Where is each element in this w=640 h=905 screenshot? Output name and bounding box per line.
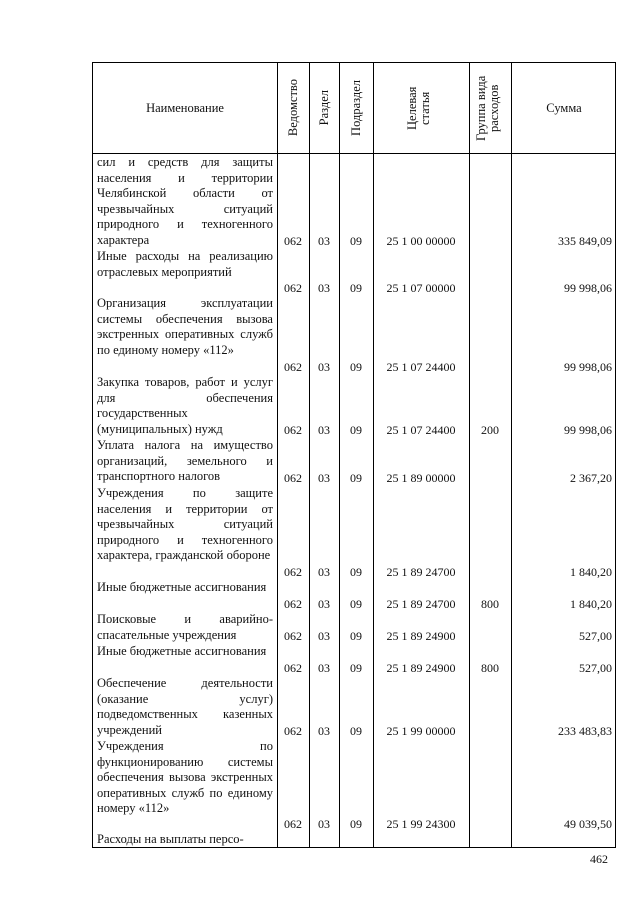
header-divider bbox=[93, 153, 615, 154]
header-razdel-label: Раздел bbox=[316, 90, 331, 126]
row-razdel: 03 bbox=[318, 816, 330, 831]
row-summa: 527,00 bbox=[579, 660, 612, 675]
row-vedomstvo: 062 bbox=[284, 422, 302, 437]
page-number: 462 bbox=[590, 852, 608, 866]
header-vedomstvo bbox=[277, 63, 309, 153]
table-row bbox=[93, 486, 617, 580]
row-celevaya: 25 1 89 24700 bbox=[386, 596, 456, 611]
row-vedomstvo: 062 bbox=[284, 280, 302, 295]
header-name: Наименование bbox=[146, 100, 224, 115]
row-vedomstvo: 062 bbox=[284, 564, 302, 579]
row-vedomstvo: 062 bbox=[284, 470, 302, 485]
header-vedomstvo-label: Ведомство bbox=[285, 79, 300, 137]
row-podrazdel: 09 bbox=[350, 470, 362, 485]
row-summa: 527,00 bbox=[579, 628, 612, 643]
row-razdel: 03 bbox=[318, 596, 330, 611]
row-vedomstvo: 062 bbox=[284, 660, 302, 675]
row-podrazdel: 09 bbox=[350, 564, 362, 579]
row-summa: 233 483,83 bbox=[558, 723, 612, 738]
row-celevaya: 25 1 00 00000 bbox=[386, 233, 456, 248]
row-podrazdel: 09 bbox=[350, 628, 362, 643]
row-name: Учреждения по защите населения и территории от чрезвычайных ситуаций природного и техногенного характера, гражданской обороне bbox=[97, 486, 273, 562]
row-razdel: 03 bbox=[318, 723, 330, 738]
row-name: Расходы на выплаты персо- bbox=[97, 832, 244, 846]
row-vedomstvo: 062 bbox=[284, 628, 302, 643]
header-razdel bbox=[309, 63, 339, 153]
row-name: сил и средств для защиты населения и территории Челябинской области от чрезвычайных ситуаций природного и техногенного характера bbox=[97, 155, 273, 247]
row-celevaya: 25 1 89 24900 bbox=[386, 628, 456, 643]
row-razdel: 03 bbox=[318, 660, 330, 675]
row-podrazdel: 09 bbox=[350, 660, 362, 675]
budget-table bbox=[92, 62, 616, 848]
table-row bbox=[93, 155, 617, 249]
header-podrazdel-label: Подраздел bbox=[348, 80, 363, 136]
row-podrazdel: 09 bbox=[350, 723, 362, 738]
row-name: Иные бюджетные ассигнования bbox=[97, 644, 267, 658]
row-celevaya: 25 1 07 24400 bbox=[386, 422, 456, 437]
row-razdel: 03 bbox=[318, 564, 330, 579]
header-summa: Сумма bbox=[546, 100, 582, 115]
row-celevaya: 25 1 99 24300 bbox=[386, 816, 456, 831]
table-row bbox=[93, 644, 617, 676]
table-row bbox=[93, 676, 617, 739]
row-name: Учреждения по функционированию системы обеспечения вызова экстренных оперативных служб по единому номеру «112» bbox=[97, 739, 273, 815]
table-row bbox=[93, 832, 617, 848]
row-summa: 1 840,20 bbox=[570, 596, 612, 611]
row-name: Иные бюджетные ассигнования bbox=[97, 580, 267, 594]
table-row bbox=[93, 296, 617, 375]
row-podrazdel: 09 bbox=[350, 816, 362, 831]
row-celevaya: 25 1 07 24400 bbox=[386, 359, 456, 374]
row-razdel: 03 bbox=[318, 280, 330, 295]
row-podrazdel: 09 bbox=[350, 233, 362, 248]
row-vedomstvo: 062 bbox=[284, 723, 302, 738]
row-podrazdel: 09 bbox=[350, 422, 362, 437]
row-summa: 1 840,20 bbox=[570, 564, 612, 579]
row-razdel: 03 bbox=[318, 628, 330, 643]
header-celevaya bbox=[373, 63, 469, 153]
row-name: Иные расходы на реализацию отраслевых мероприятий bbox=[97, 249, 273, 279]
row-name: Закупка товаров, работ и услуг для обеспечения государственных (муниципальных) нужд bbox=[97, 375, 273, 436]
table-row bbox=[93, 739, 617, 832]
row-podrazdel: 09 bbox=[350, 280, 362, 295]
row-name: Организация эксплуатации системы обеспечения вызова экстренных оперативных служб по единому номеру «112» bbox=[97, 296, 273, 357]
row-celevaya: 25 1 89 24700 bbox=[386, 564, 456, 579]
header-podrazdel bbox=[339, 63, 373, 153]
row-gruppa: 200 bbox=[481, 422, 499, 437]
row-summa: 2 367,20 bbox=[570, 470, 612, 485]
row-name: Поисковые и аварийно-спасательные учреждения bbox=[97, 612, 273, 642]
header-gruppa bbox=[469, 63, 511, 153]
row-razdel: 03 bbox=[318, 470, 330, 485]
row-summa: 99 998,06 bbox=[564, 422, 612, 437]
row-gruppa: 800 bbox=[481, 660, 499, 675]
row-vedomstvo: 062 bbox=[284, 233, 302, 248]
row-summa: 99 998,06 bbox=[564, 280, 612, 295]
header-celevaya-label: Целевая статья bbox=[405, 86, 432, 130]
row-celevaya: 25 1 07 00000 bbox=[386, 280, 456, 295]
row-summa: 99 998,06 bbox=[564, 359, 612, 374]
row-podrazdel: 09 bbox=[350, 359, 362, 374]
row-vedomstvo: 062 bbox=[284, 359, 302, 374]
row-podrazdel: 09 bbox=[350, 596, 362, 611]
table-row bbox=[93, 438, 617, 486]
row-vedomstvo: 062 bbox=[284, 596, 302, 611]
row-razdel: 03 bbox=[318, 422, 330, 437]
row-name: Обеспечение деятельности (оказание услуг) подведомственных казенных учреждений bbox=[97, 676, 273, 737]
row-vedomstvo: 062 bbox=[284, 816, 302, 831]
table-row bbox=[93, 375, 617, 438]
row-celevaya: 25 1 89 24900 bbox=[386, 660, 456, 675]
row-name: Уплата налога на имущество организаций, земельного и транспортного налогов bbox=[97, 438, 273, 483]
row-razdel: 03 bbox=[318, 359, 330, 374]
row-summa: 335 849,09 bbox=[558, 233, 612, 248]
table-row bbox=[93, 580, 617, 612]
row-summa: 49 039,50 bbox=[564, 816, 612, 831]
row-celevaya: 25 1 99 00000 bbox=[386, 723, 456, 738]
table-row bbox=[93, 249, 617, 296]
row-razdel: 03 bbox=[318, 233, 330, 248]
row-celevaya: 25 1 89 00000 bbox=[386, 470, 456, 485]
row-gruppa: 800 bbox=[481, 596, 499, 611]
table-row bbox=[93, 612, 617, 644]
header-gruppa-label: Группа вида расходов bbox=[474, 75, 501, 141]
